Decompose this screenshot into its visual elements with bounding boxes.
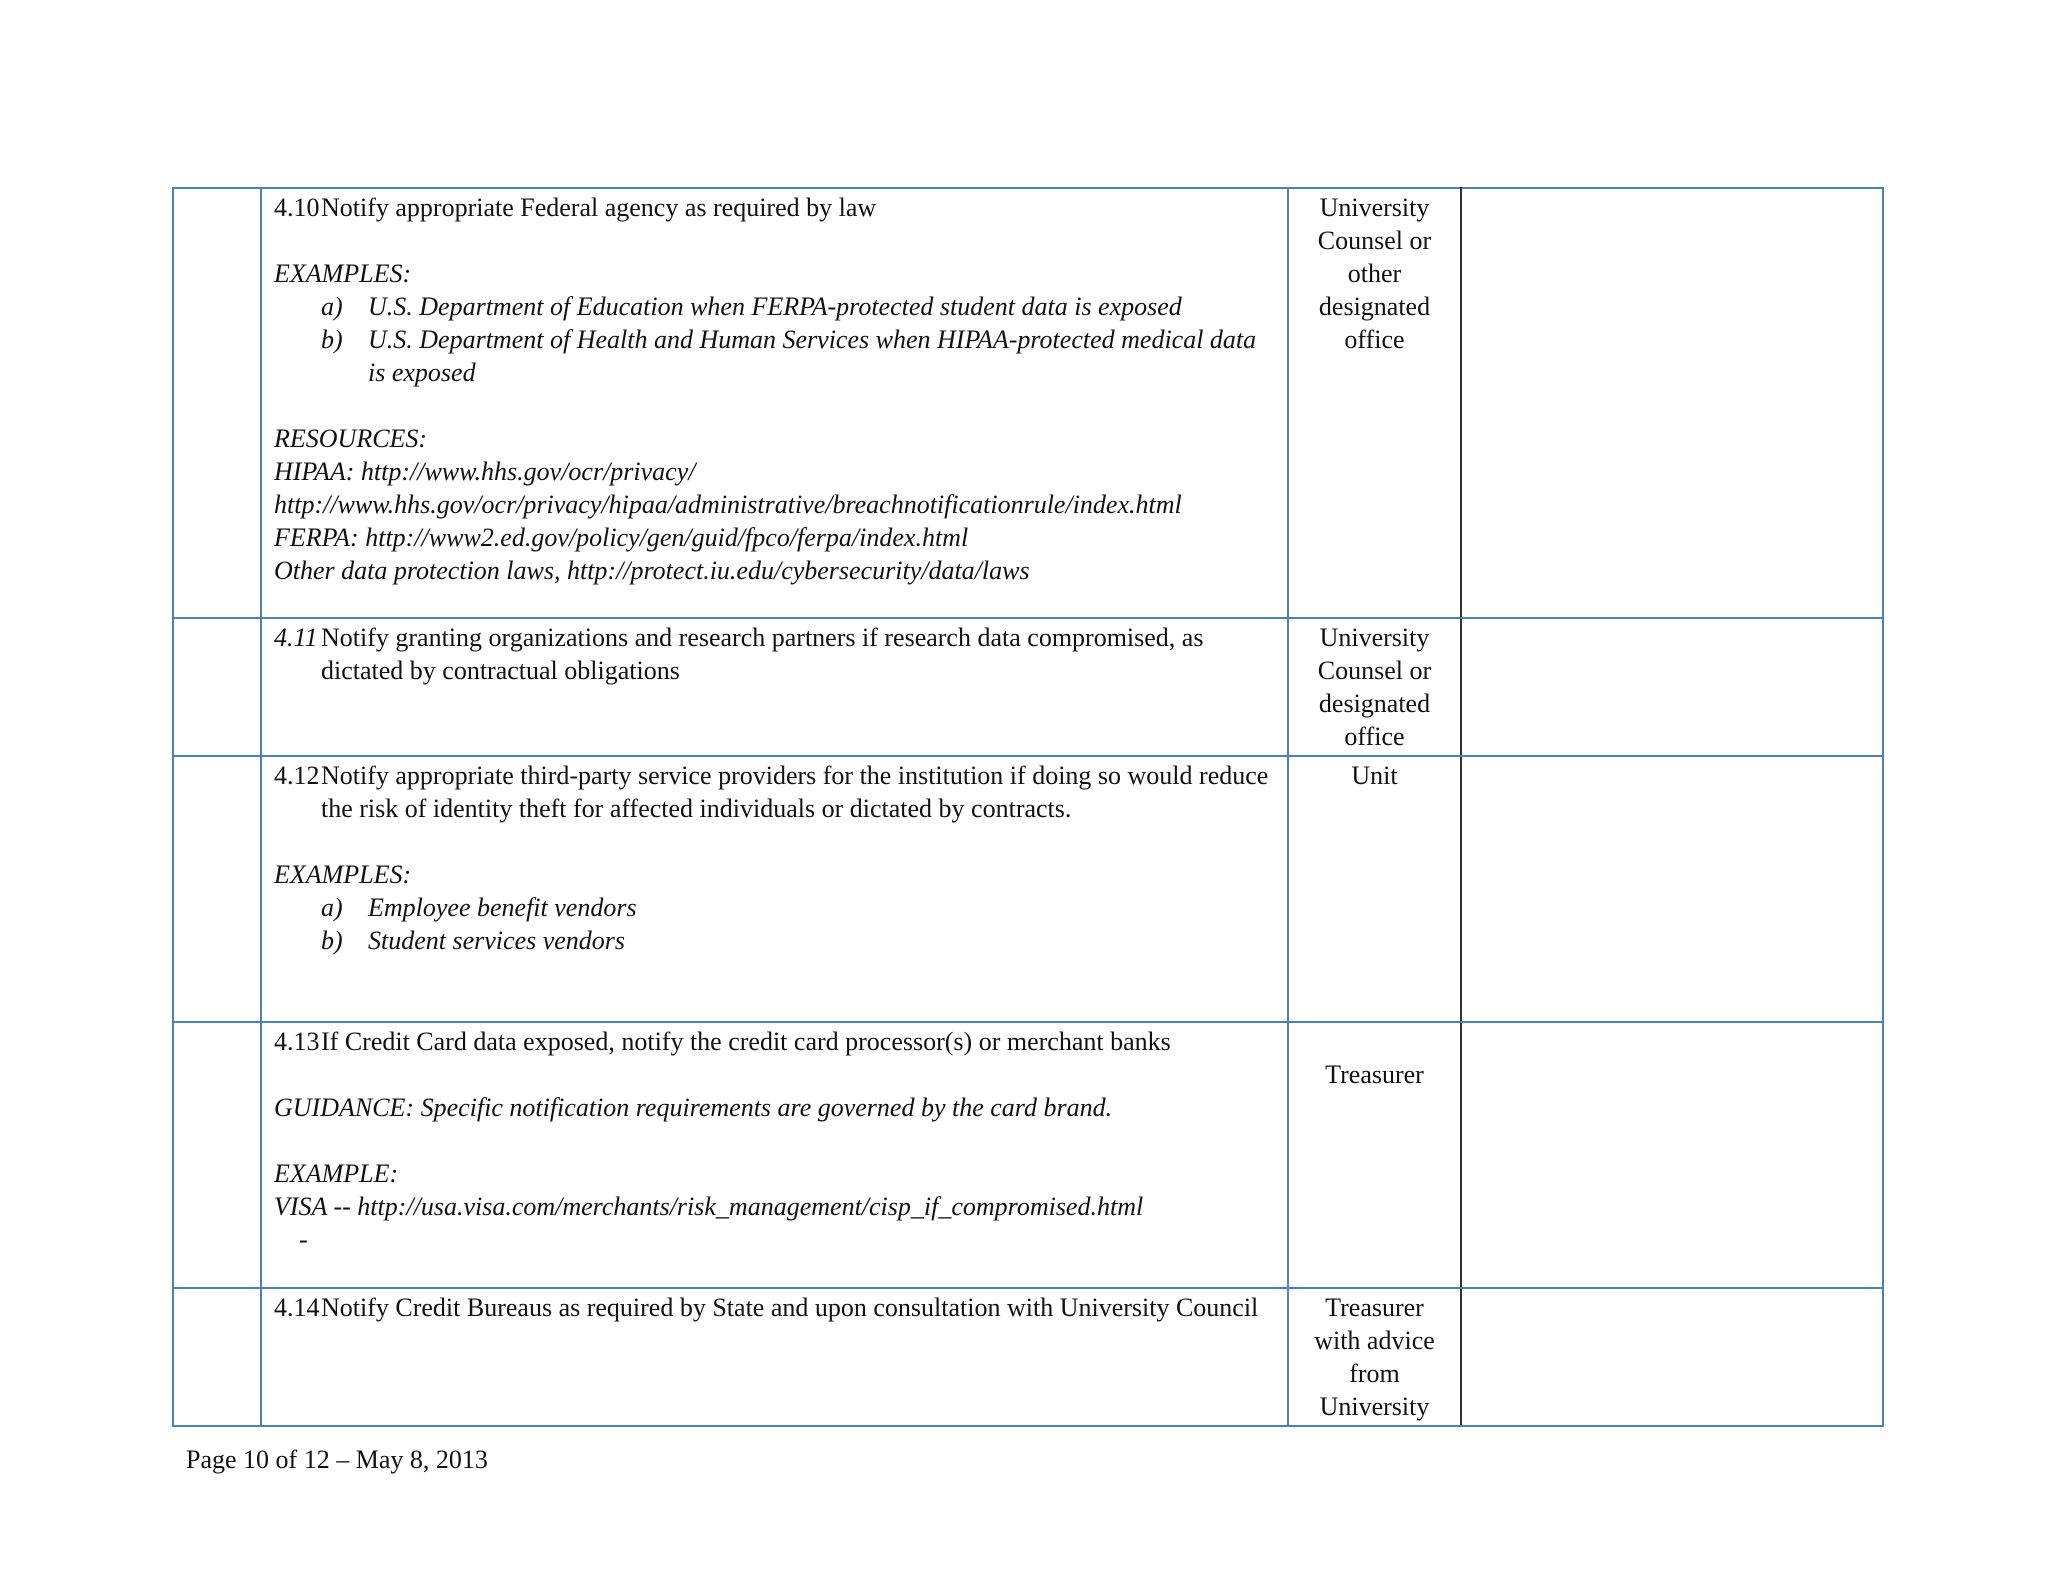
step-heading [274,621,1277,687]
blank-cell [173,1022,261,1288]
resource-link[interactable]: HIPAA: http://www.hhs.gov/ocr/privacy/ [274,457,696,486]
list-item: a) U.S. Department of Education when FERPA-protected student data is exposed [321,292,1182,321]
notes-cell [1461,756,1883,1022]
step-number: 4.14 [274,1293,320,1322]
dash-marker: - [299,1225,308,1254]
owner-line: Treasurer [1325,1060,1424,1089]
task-cell [261,1022,1288,1288]
owner-line: with advice [1314,1326,1435,1355]
owner-line: University [1319,623,1430,652]
owner-line: other [1347,259,1402,288]
table-row [173,1288,1883,1426]
list-item: b) Student services vendors [321,926,626,955]
blank-cell [173,756,261,1022]
step-number: 4.10 [274,193,320,222]
step-heading [274,1291,1277,1324]
step-number: 4.11 [274,623,318,652]
owner-cell [1288,618,1461,756]
table-row [173,756,1883,1022]
owner-line: designated [1318,689,1431,718]
list-item: a) Employee benefit vendors [321,893,637,922]
task-cell [261,756,1288,1022]
step-heading [274,759,1277,825]
owner-line: Counsel or [1317,656,1432,685]
table-row [173,618,1883,756]
step-heading [274,1025,1277,1058]
resources-label: RESOURCES: [274,424,428,453]
owner-cell [1288,1022,1461,1288]
owner-line: Counsel or [1317,226,1432,255]
notes-cell [1461,1288,1883,1426]
page-footer: Page 10 of 12 – May 8, 2013 [186,1445,488,1474]
step-number: 4.12 [274,761,320,790]
action-table [172,187,1884,1427]
resource-link[interactable]: http://www.hhs.gov/ocr/privacy/hipaa/administrative/breachnotificationrule/index.html [274,490,1182,519]
step-number: 4.13 [274,1027,320,1056]
notes-cell [1461,618,1883,756]
notes-cell [1461,188,1883,618]
example-link[interactable]: VISA -- http://usa.visa.com/merchants/risk_management/cisp_if_compromised.html [274,1192,1144,1221]
owner-cell [1288,1288,1461,1426]
owner-line: office [1344,325,1405,354]
step-title: Notify Credit Bureaus as required by State and upon consultation with University Council [321,1293,1259,1322]
owner-cell [1288,188,1461,618]
owner-cell [1288,756,1461,1022]
table-row [173,1022,1883,1288]
owner-line: office [1344,722,1405,751]
owner-line: designated [1318,292,1431,321]
step-title: Notify appropriate Federal agency as required by law [321,193,877,222]
step-heading [274,191,1277,224]
step-title: Notify appropriate third-party service providers for the institution if doing so would reduce the risk of identity theft for affected individuals or dictated by contracts. [321,761,1269,823]
task-cell [261,618,1288,756]
table-row [173,188,1883,618]
blank-cell [173,618,261,756]
step-title: Notify granting organizations and research partners if research data compromised, as dictated by contractual obligations [321,623,1204,685]
notes-cell [1461,1022,1883,1288]
list-item: b) U.S. Department of Health and Human Services when HIPAA-protected medical data is exposed [321,325,1257,387]
owner-line: from [1349,1359,1400,1388]
owner-line: University [1319,193,1430,222]
examples-label: EXAMPLES: [274,860,412,889]
guidance-text: GUIDANCE: Specific notification requirements are governed by the card brand. [274,1093,1113,1122]
owner-line: Treasurer [1325,1293,1424,1322]
blank-cell [173,1288,261,1426]
task-cell [261,1288,1288,1426]
task-cell [261,188,1288,618]
owner-line: University [1319,1392,1430,1421]
step-title: If Credit Card data exposed, notify the credit card processor(s) or merchant banks [321,1027,1171,1056]
example-label: EXAMPLE: [274,1159,399,1188]
owner-line: Unit [1351,761,1398,790]
blank-cell [173,188,261,618]
examples-label: EXAMPLES: [274,259,412,288]
resource-link[interactable]: Other data protection laws, http://protect.iu.edu/cybersecurity/data/laws [274,556,1030,585]
resource-link[interactable]: FERPA: http://www2.ed.gov/policy/gen/guid/fpco/ferpa/index.html [274,523,969,552]
